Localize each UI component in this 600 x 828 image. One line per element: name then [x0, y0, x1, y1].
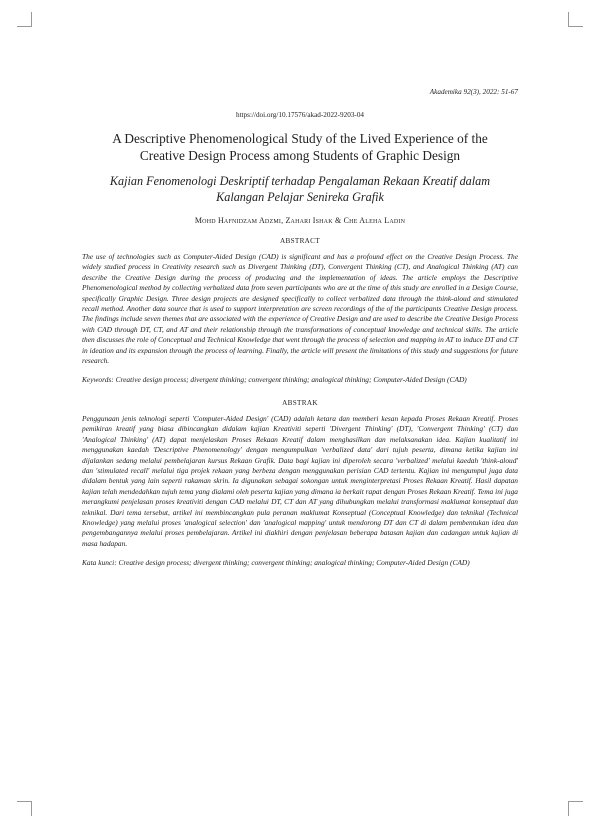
- paper-page: [82, 88, 518, 569]
- abstrak-keywords: Kata kunci: Creative design process; divergent thinking; convergent thinking; analogical thinking; Computer-Aided Design (CAD): [82, 558, 470, 568]
- abstrak-text: Penggunaan jenis teknologi seperti 'Computer-Aided Design' (CAD) adalah ketara dan memberi kesan kepada Proses Rekaan Kreatif. Proses pemikiran kreatif yang biasa dibincangkan didalam kajian Kreativiti seperti 'Divergent Thinking' (DT), 'Convergent Thinking' (CT) dan 'Analogical Thinking' (AT) dapat menjelaskan Proses Rekaan Kreatif dalam menghasilkan dan melaksanakan idea. Kajian kualitatif ini menggunakan kaedah 'Descriptive Phenomenology' dengan mengumpulkan 'verbalized data' dari tujuh peserta, dimana ketika kajian ini dijalankan sedang melalui pembelajaran kursus Rekaan Grafik. Data bagi kajian ini diperoleh secara 'verbalized' melalui kaedah 'think-aloud' dan 'stimulated recall' melalui tiga projek rekaan yang berbeza dengan menggunakan perisian CAD tertentu. Kajian ini mengumpul juga data didalam bentuk yang lain seperti rakaman skrin. Ia digunakan sebagai sokongan untuk menginterpretasi Proses Rekaan Kreatif. Hasil dapatan kajian telah mendedahkan tujuh tema yang dialami oleh peserta kajian yang dimana ia berkait rapat dengan Proses Rekaan Kreatif. Tema ini juga merangkumi penjelasan proses kreativiti dengan CAD melalui DT, CT dan AT yang dihubungkan melalui transformasi maklumat konseptual dan teknikal. Dari tema tersebut, artikel ini membincangkan pula peranan maklumat Konseptual (Conceptual Knowledge) dan teknikal (Technical Knowledge) yang melalui proses 'analogical selection' dan 'analogical mapping' untuk mendorong DT dan CT di dalam pembentukan idea dan pengembangannya melalui proses pembelajaran. Artikel ini diakhiri dengan penjelasan beberapa batasan kajian dan cadangan untuk kajian di masa hadapan.: [82, 413, 518, 548]
- title-malay-line-1: Kajian Fenomenologi Deskriptif terhadap Pengalaman Rekaan Kreatif dalam: [109, 174, 491, 188]
- title-english-line-1: A Descriptive Phenomenological Study of the Lived Experience of the: [112, 131, 488, 146]
- crop-mark-top-right: [568, 12, 583, 27]
- title-english-line-2: Creative Design Process among Students of Graphic Design: [139, 148, 461, 163]
- title-english: [82, 130, 518, 164]
- doi-link[interactable]: https://doi.org/10.17576/akad-2022-9203-04: [235, 111, 365, 119]
- abstrak-heading: ABSTRAK: [282, 398, 318, 407]
- crop-mark-bottom-left: [17, 801, 32, 816]
- crop-mark-top-left: [17, 12, 32, 27]
- title-malay-line-2: Kalangan Pelajar Senireka Grafik: [216, 190, 384, 204]
- author-list: Mohd Hafnidzam Adzmi, Zahari Ishak & Che Aleha Ladin: [194, 216, 406, 225]
- abstract-text: The use of technologies such as Computer-Aided Design (CAD) is significant and has a profound effect on the Creative Design Process. The widely studied process in Creativity research such as Divergent Thinking (DT), Convergent Thinking (CT), and Analogical Thinking (AT) can describe the Creative Design during the process of producing and the implementation of ideas. The article employs the Descriptive Phenomenological method by collecting verbalized data from seven participants who are at the time of this study are enrolled in a Design Course, specifically Graphic Design. Three design projects are designed specifically to collect verbalized data through the think-aloud and stimulated recall method. Another data source that is used to support interpretation are screen recordings of the of the participants Creative Design process. The findings include seven themes that are associated with the experience of Creative Design and are used to describe the Creative Design Process with CAD through DT, CT, and AT and their relationship through the transformations of conceptual knowledge and technical skills. The article then discusses the role of Conceptual and Technical Knowledge that went through the process of selection and mapping in AT to induce DT and CT in ideation and its expansion through the process of learning. Finally, the article will present the limitations of this study and suggestions for future research.: [82, 252, 518, 366]
- crop-mark-bottom-right: [568, 801, 583, 816]
- abstract-heading: ABSTRACT: [280, 237, 320, 245]
- title-malay: [82, 173, 518, 205]
- abstract-keywords: Keywords: Creative design process; divergent thinking; convergent thinking; analogical thinking; Computer-Aided Design (CAD): [82, 375, 467, 385]
- journal-citation: Akademika 92(3), 2022: 51-67: [429, 88, 518, 96]
